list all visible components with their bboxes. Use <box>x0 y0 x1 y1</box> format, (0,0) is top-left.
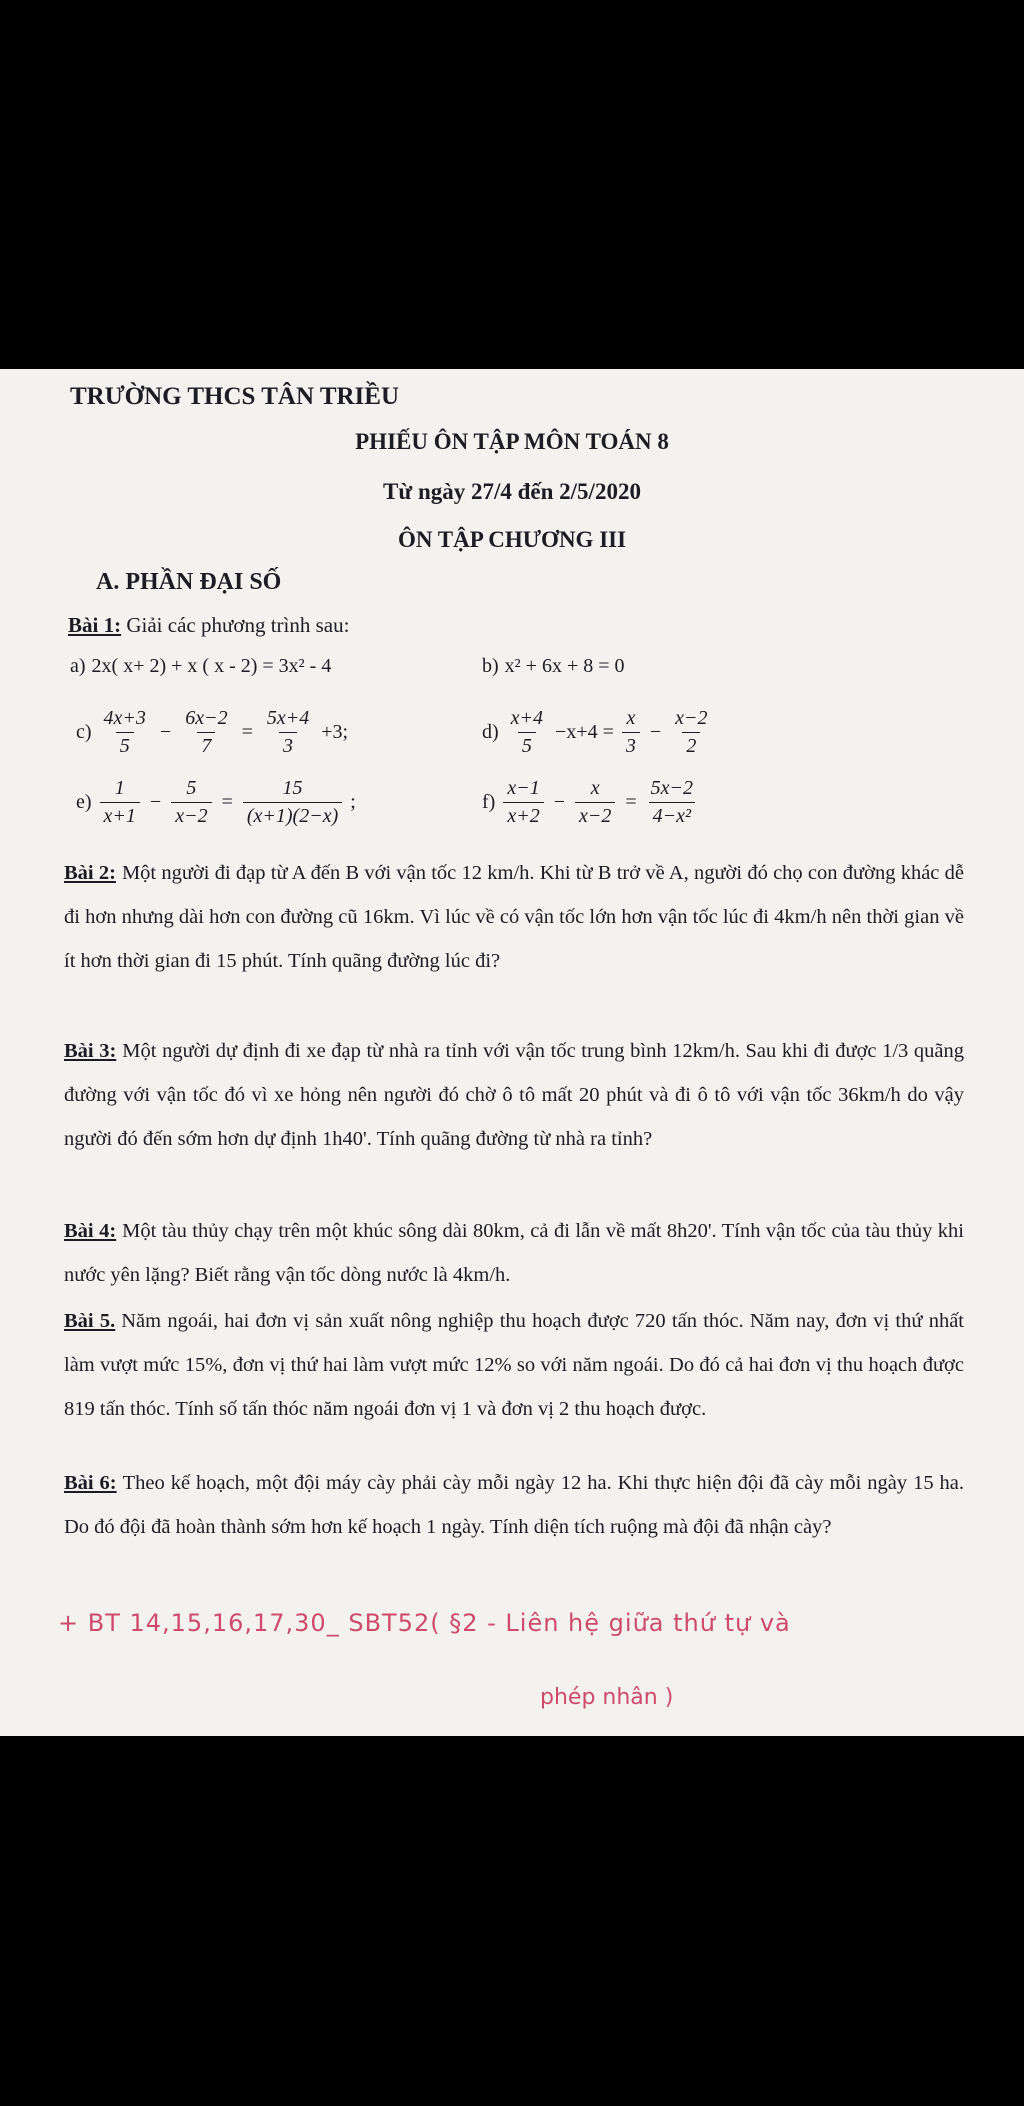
equation-d-label: d) <box>482 721 499 743</box>
fraction: $\frac{x-1}{x+2}$ <box>503 777 543 828</box>
equation-a-label: a) <box>70 655 86 677</box>
fraction: $\frac{x}{x-2}$ <box>575 777 615 828</box>
school-name: TRƯỜNG THCS TÂN TRIỀU <box>70 383 400 410</box>
exercise-2-text: Một người đi đạp từ A đến B với vận tốc 12 km/h. Khi từ B trở về A, người đó chọ con đường khác dễ đi hơn nhưng dài hơn con đường cũ 16km. Vì lúc về có vận tốc lớn hơn vận tốc lúc đi 4km/h nên thời gian về ít hơn thời gian đi 15 phút. Tính quãng đường lúc đi? <box>64 862 964 972</box>
date-range: Từ ngày 27/4 đến 2/5/2020 <box>383 479 641 504</box>
exercise-2-label: Bài 2: <box>64 862 116 884</box>
fraction: $\frac{5}{x-2}$ <box>171 777 211 828</box>
exercise-5-label: Bài 5. <box>64 1310 116 1332</box>
equation-c: c) $\frac{4x+3}{5}$ − $\frac{6x-2}{7}$ = $\frac{5x+4}{3}$ +3; <box>76 707 349 757</box>
equation-f: f) $\frac{x-1}{x+2}$ − $\frac{x}{x-2}$ = $\frac{5x-2}{\text{4−x²}}$ <box>482 777 699 828</box>
equation-b-expr: x² + 6x + 8 = 0 <box>504 655 625 677</box>
equation-f-label: f) <box>482 791 496 813</box>
equation-a <box>70 655 331 678</box>
fraction: $\frac{15}{(x+1)(2-x)}$ <box>243 777 342 828</box>
exercise-1-intro <box>68 613 349 638</box>
fraction: $\frac{6x-2}{7}$ <box>185 707 228 757</box>
fraction: $\frac{5x+4}{3}$ <box>266 707 310 757</box>
equation-d: d) $\frac{x+4}{5}$ −x+4 = $\frac{x}{3}$ − $\frac{x-2}{2}$ <box>482 707 714 758</box>
fraction: $\frac{1}{x+1}$ <box>100 777 140 828</box>
exercise-4-text: Một tàu thủy chạy trên một khúc sông dài 80km, cả đi lẫn về mất 8h20'. Tính vận tốc của tàu thủy khi nước yên lặng? Biết rằng vận tốc dòng nước là 4km/h. <box>64 1220 964 1286</box>
exercise-6-text: Theo kế hoạch, một đội máy cày phải cày mỗi ngày 12 ha. Khi thực hiện đội đã cày mỗi ngày 15 ha. Do đó đội đã hoàn thành sớm hơn kế hoạch 1 ngày. Tính diện tích ruộng mà đội đã nhận cày? <box>64 1472 964 1538</box>
exercise-1-text: Giải các phương trình sau: <box>121 613 350 637</box>
equation-b-label: b) <box>482 655 499 677</box>
exercise-2 <box>64 851 964 983</box>
section-heading: A. PHẦN ĐẠI SỐ <box>96 569 282 595</box>
exercise-5-text: Năm ngoái, hai đơn vị sản xuất nông nghiệp thu hoạch được 720 tấn thóc. Năm nay, đơn vị thứ nhất làm vượt mức 15%, đơn vị thứ hai làm vượt mức 12% so với năm ngoái. Do đó cả hai đơn vị thu hoạch được 819 tấn thóc. Tính số tấn thóc năm ngoái đơn vị 1 và đơn vị 2 thu hoạch được. <box>64 1310 964 1420</box>
exercise-6-label: Bài 6: <box>64 1472 117 1494</box>
worksheet-page <box>0 369 1024 1736</box>
exercise-4 <box>64 1209 964 1297</box>
exercise-1-label: Bài 1: <box>68 613 122 637</box>
fraction: $\frac{x-2}{2}$ <box>675 707 708 757</box>
handwritten-note-continued: phép nhân ) <box>540 1685 674 1710</box>
equation-b <box>482 655 625 678</box>
exercise-4-label: Bài 4: <box>64 1220 117 1242</box>
worksheet-title: PHIẾU ÔN TẬP MÔN TOÁN 8 <box>355 429 669 454</box>
equation-c-label: c) <box>76 721 92 743</box>
exercise-5 <box>64 1299 964 1431</box>
exercise-6 <box>64 1461 964 1549</box>
fraction: $\frac{4x+3}{5}$ <box>103 707 146 757</box>
chapter-title: ÔN TẬP CHƯƠNG III <box>397 527 627 552</box>
exercise-3-text: Một người dự định đi xe đạp từ nhà ra tỉnh với vận tốc trung bình 12km/h. Sau khi đi được 1/3 quãng đường với vận tốc đó vì xe hỏng nên người đó chờ ô tô mất 20 phút và đi ô tô với vận tốc 36km/h do vậy người đó đến sớm hơn dự định 1h40'. Tính quãng đường từ nhà ra tỉnh? <box>64 1040 964 1150</box>
fraction: $\frac{x}{3}$ <box>622 707 640 758</box>
equation-e-label: e) <box>76 791 92 813</box>
equation-e: e) $\frac{1}{x+1}$ − $\frac{5}{x-2}$ = $\frac{15}{(x+1)(2-x)}$ ; <box>76 777 356 827</box>
equation-a-expr: 2x( x+ 2) + x ( x - 2) = 3x² - 4 <box>91 655 332 677</box>
handwritten-note: + BT 14,15,16,17,30_ SBT52( §2 - Liên hệ giữa thứ tự và <box>58 1609 791 1637</box>
exercise-3 <box>64 1029 964 1161</box>
fraction: $\frac{x+4}{5}$ <box>510 707 544 757</box>
fraction: $\frac{5x-2}{\text{4−x²}}$ <box>650 777 694 827</box>
exercise-3-label: Bài 3: <box>64 1040 117 1062</box>
